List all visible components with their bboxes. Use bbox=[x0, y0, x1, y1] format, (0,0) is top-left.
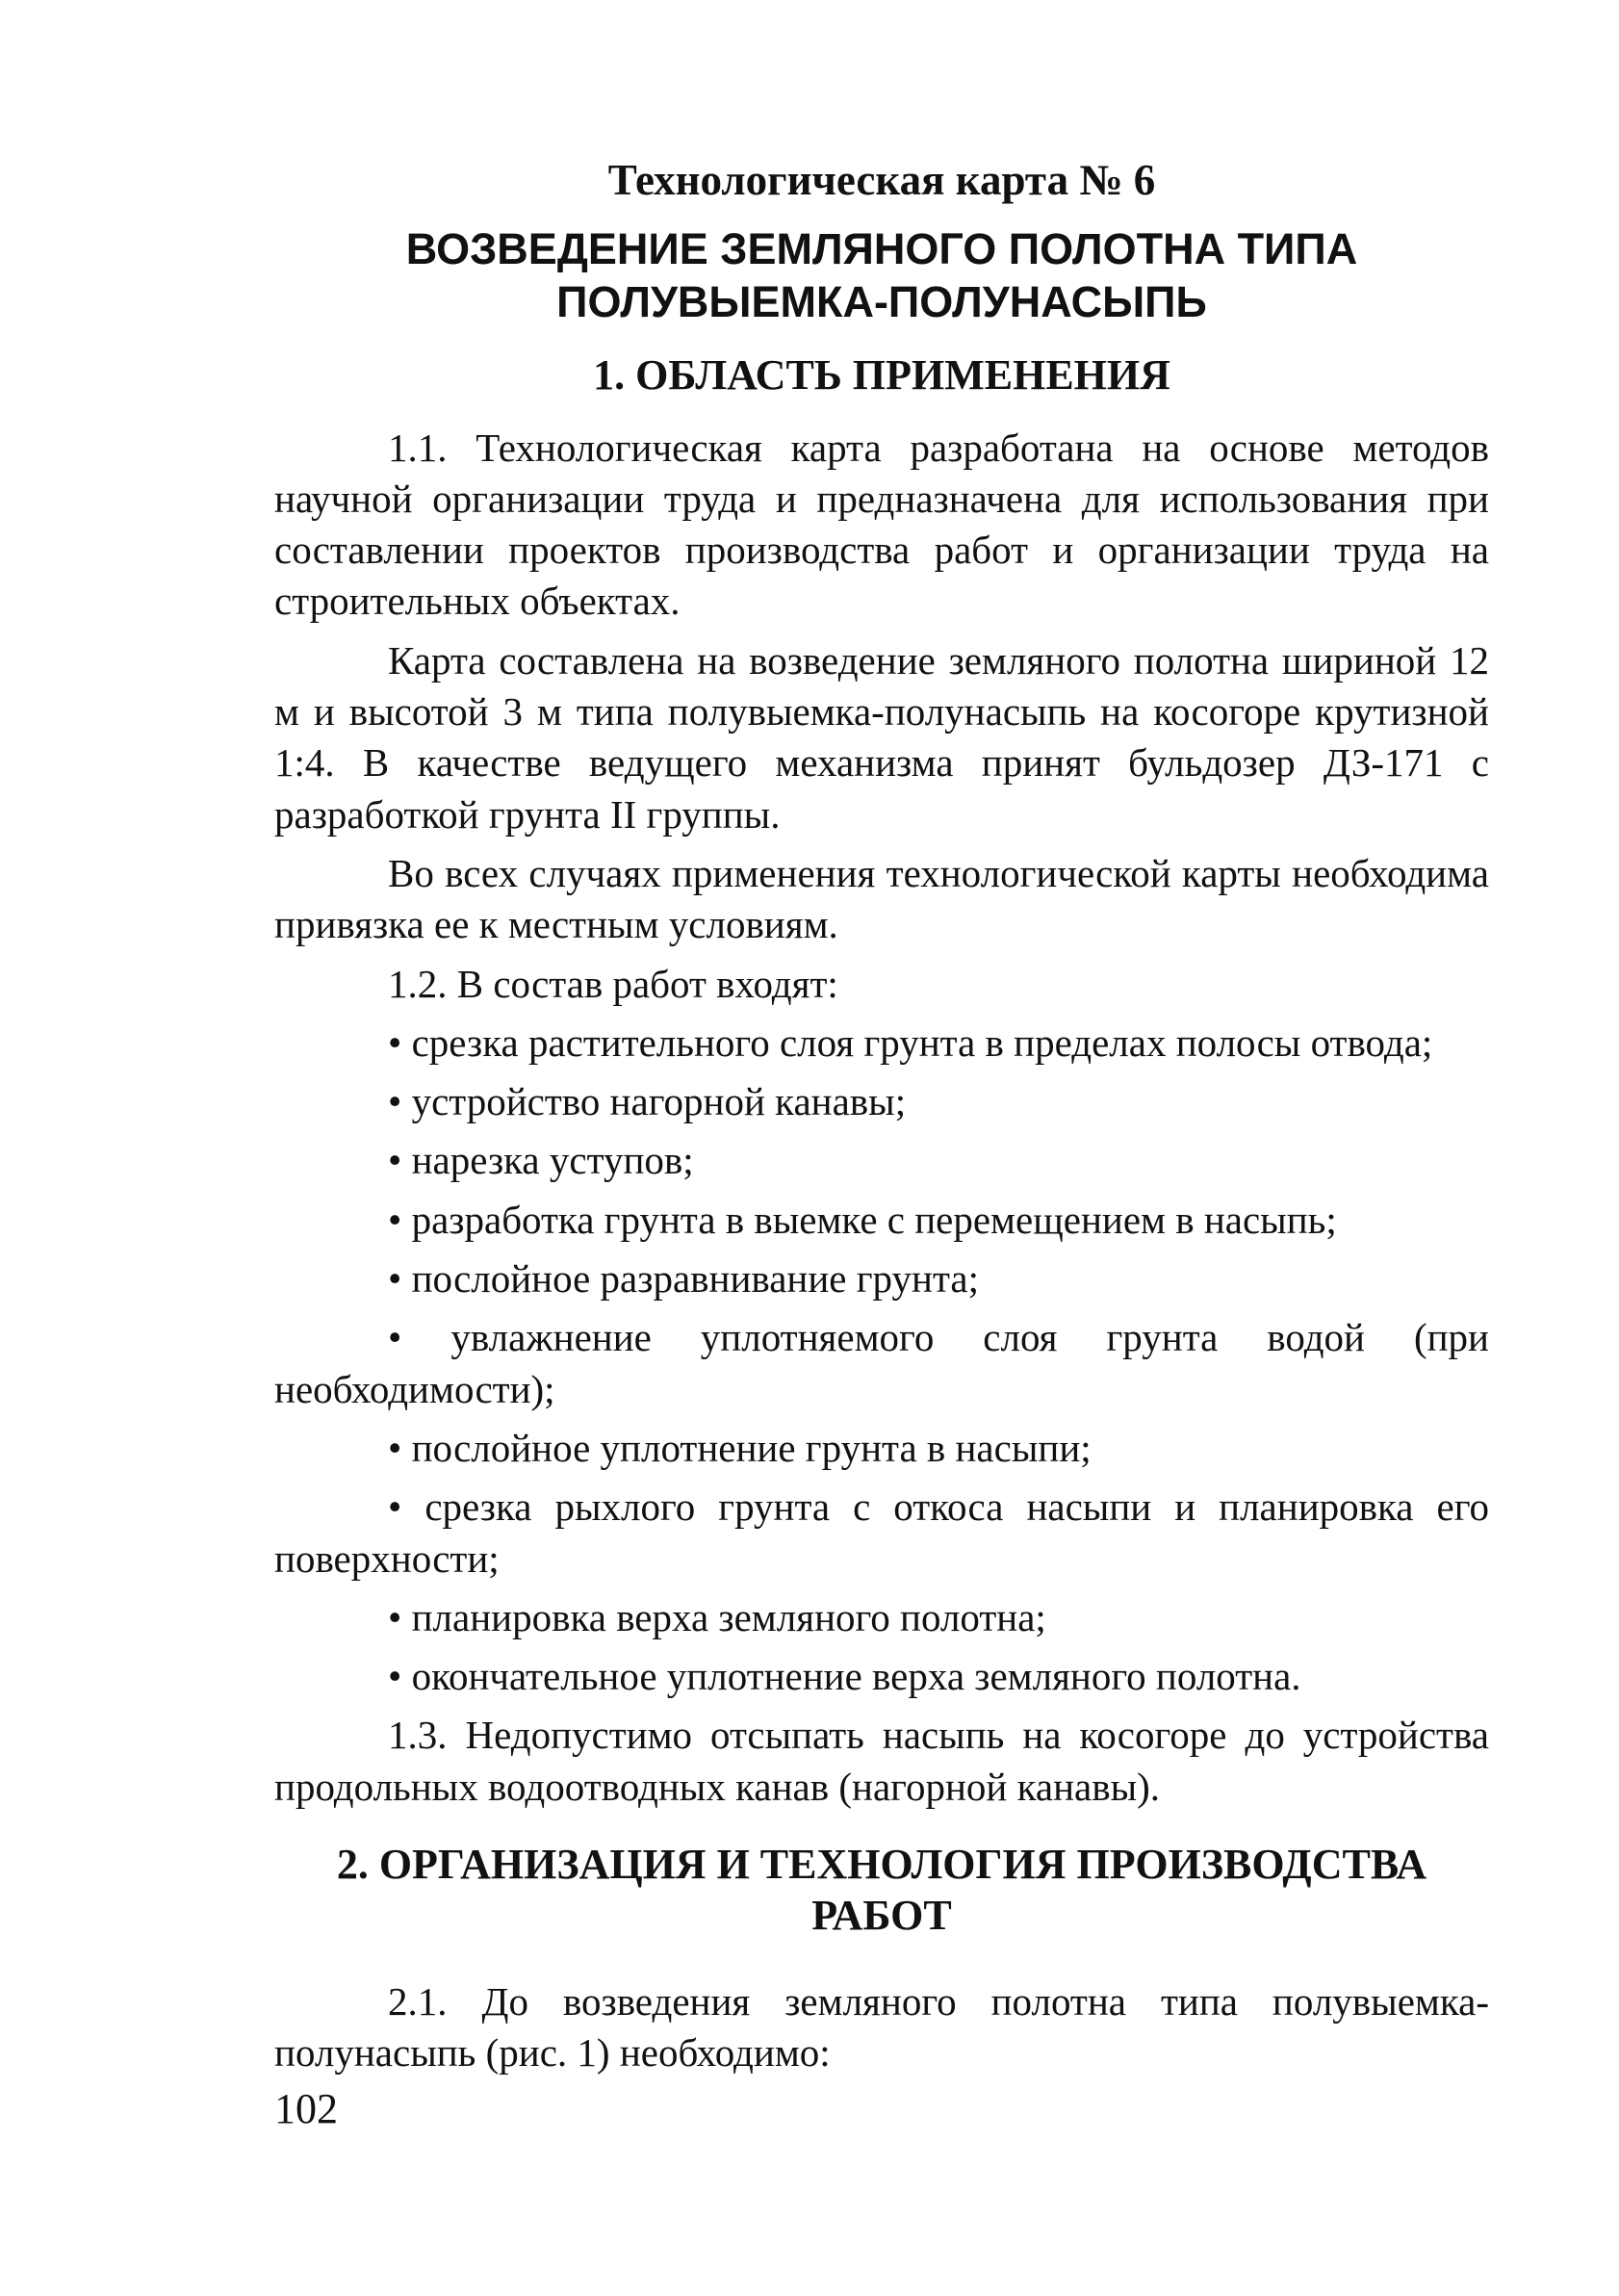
paragraph-1-2: 1.2. В состав работ входят: bbox=[388, 961, 838, 1006]
paragraph-1-1-cont: Карта составлена на возведение земляного полотна шириной 12 м и высотой 3 м типа полувыемка-полунасыпь на косогоре крутизной 1:4. В качестве ведущего механизма принят бульдозер ДЗ-171 с разработкой грунта II группы. bbox=[274, 637, 1489, 837]
main-title-line-1: ВОЗВЕДЕНИЕ ЗЕМЛЯНОГО ПОЛОТНА ТИПА bbox=[405, 224, 1358, 273]
list-item: • планировка верха земляного полотна; bbox=[388, 1594, 1046, 1639]
section-1-title: 1. ОБЛАСТЬ ПРИМЕНЕНИЯ bbox=[593, 350, 1170, 399]
section-2-title-line-1: 2. ОРГАНИЗАЦИЯ И ТЕХНОЛОГИЯ ПРОИЗВОДСТВА bbox=[336, 1841, 1427, 1888]
list-item: • увлажнение уплотняемого слоя грунта водой (при необходимости); bbox=[274, 1315, 1489, 1411]
list-item: • послойное уплотнение грунта в насыпи; bbox=[388, 1425, 1092, 1470]
list-item: • нарезка уступов; bbox=[388, 1138, 694, 1183]
paragraph-2-1: 2.1. До возведения земляного полотна типа полувыемка-полунасыпь (рис. 1) необходимо: bbox=[274, 1978, 1489, 2075]
list-item: • окончательное уплотнение верха земляного полотна. bbox=[388, 1654, 1301, 1699]
section-2-title-line-2: РАБОТ bbox=[811, 1891, 952, 1939]
list-item: • устройство нагорной канавы; bbox=[388, 1079, 907, 1124]
page-number: 102 bbox=[274, 2085, 338, 2132]
document-page bbox=[274, 154, 1489, 2086]
section-2-title bbox=[274, 1840, 1489, 1942]
main-title-line-2: ПОЛУВЫЕМКА-ПОЛУНАСЫПЬ bbox=[556, 276, 1207, 326]
list-item: • разработка грунта в выемке с перемещением в насыпь; bbox=[388, 1197, 1337, 1242]
paragraph-1-1-note: Во всех случаях применения технологической карты необходима привязка ее к местным условиям. bbox=[274, 850, 1489, 947]
paragraph-1-3: 1.3. Недопустимо отсыпать насыпь на косогоре до устройства продольных водоотводных канав (нагорной канавы). bbox=[274, 1713, 1489, 1809]
list-item: • послойное разравнивание грунта; bbox=[388, 1256, 979, 1302]
paragraph-1-1: 1.1. Технологическая карта разработана на основе методов научной организации труда и предназначена для использования при составлении проектов производства работ и организации труда на строительных объектах. bbox=[274, 425, 1489, 624]
main-title bbox=[274, 223, 1489, 329]
list-item: • срезка рыхлого грунта с откоса насыпи и планировка его поверхности; bbox=[274, 1484, 1489, 1581]
list-item: • срезка растительного слоя грунта в пределах полосы отвода; bbox=[388, 1019, 1433, 1065]
card-title: Технологическая карта № 6 bbox=[607, 156, 1156, 204]
